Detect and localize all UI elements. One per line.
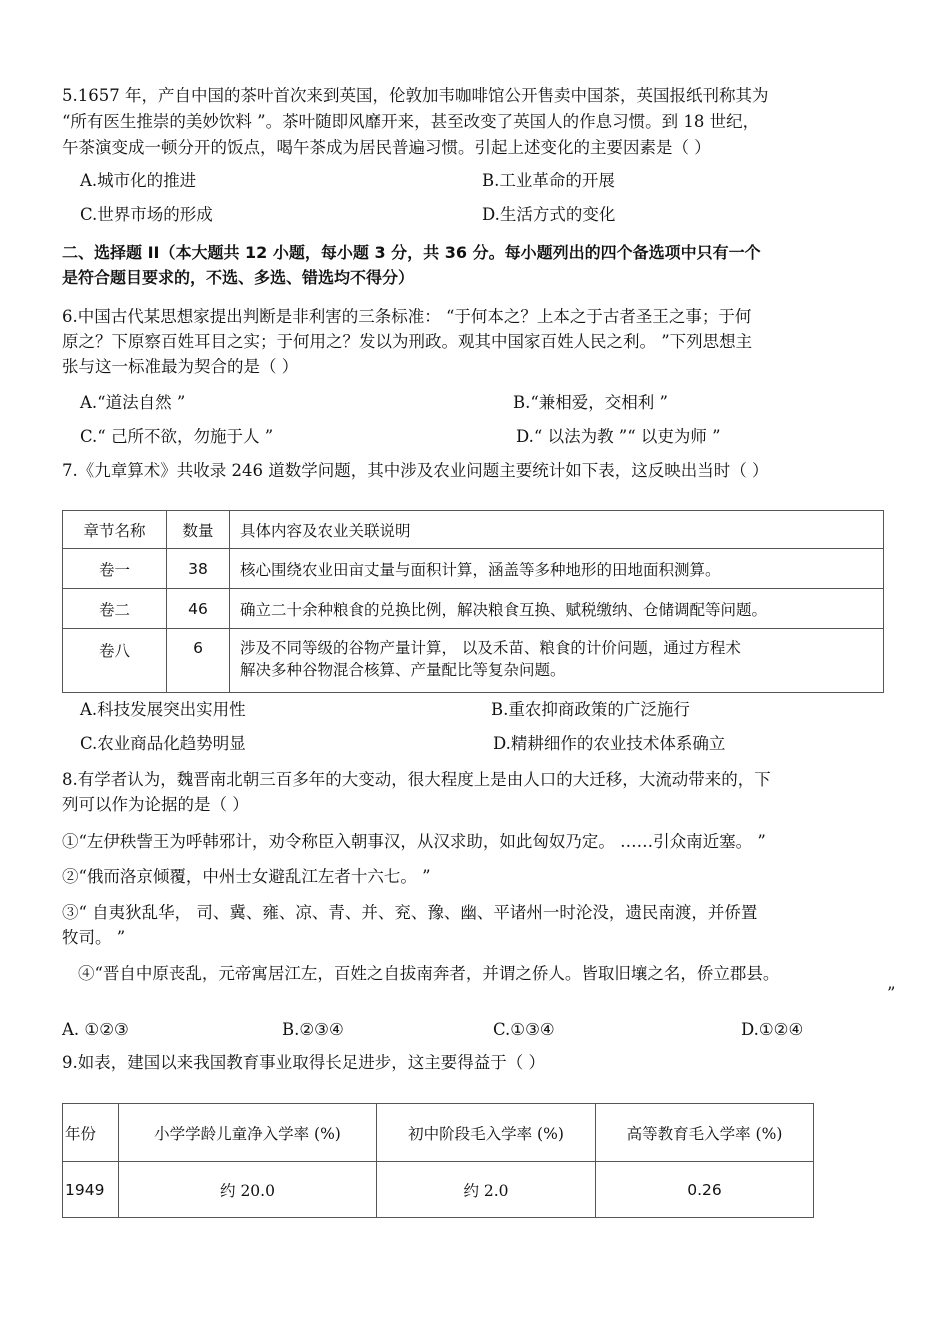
q7-option-d: D.精耕细作的农业技术体系确立 [493, 734, 726, 753]
q7-option-c: C.农业商品化趋势明显 [80, 734, 246, 753]
q5-option-b: B.工业革命的开展 [482, 171, 615, 190]
q7-row1-desc: 核心围绕农业田亩丈量与面积计算，涵盖等多种地形的田地面积测算。 [230, 549, 884, 589]
q9-row1-year: 1949 [63, 1162, 119, 1218]
q6-stem-line1: 6.中国古代某思想家提出判断是非利害的三条标准： “于何本之？上本之于古者圣王之事；于何 [62, 307, 752, 326]
q7-row3-desc-line2: 解决多种谷物混合核算、产量配比等复杂问题。 [240, 661, 566, 679]
q7-option-b: B.重农抑商政策的广泛施行 [491, 700, 690, 719]
q8-item4-line2: ” [887, 984, 896, 1003]
q6-option-a: A.“道法自然 ” [80, 393, 186, 412]
q8-item2: ②“俄而洛京倾覆，中州士女避乱江左者十六七。 ” [62, 867, 431, 886]
q7-table-header-count: 数量 [167, 511, 230, 549]
q9-table-header-primary: 小学学龄儿童净入学率 (%) [119, 1104, 377, 1162]
q6-option-b: B.“兼相爱，交相利 ” [513, 393, 668, 412]
q8-item3-line2: 牧司。 ” [62, 928, 126, 947]
q7-row1-chapter: 卷一 [63, 549, 167, 589]
q8-item1: ①“左伊秩訾王为呼韩邪计，劝令称臣入朝事汉，从汉求助，如此匈奴乃定。 ……引众南近塞。 ” [62, 832, 766, 851]
q9-table [62, 1103, 814, 1218]
q6-option-c: C.“ 己所不欲，勿施于人 ” [80, 427, 274, 446]
q8-option-b: B.②③④ [282, 1020, 344, 1039]
q8-stem-line2: 列可以作为论据的是（ ） [62, 795, 249, 814]
q8-item3-line1: ③“ 自夷狄乱华， 司、冀、雍、凉、青、并、兖、豫、幽、平诸州一时沦没，遗民南渡，并侨置 [62, 903, 758, 922]
q8-stem-line1: 8.有学者认为，魏晋南北朝三百多年的大变动，很大程度上是由人口的大迁移，大流动带来的，下 [62, 770, 771, 789]
q9-row1-junior: 约 2.0 [377, 1162, 596, 1218]
q7-row2-count: 46 [167, 589, 230, 629]
q5-option-a: A.城市化的推进 [80, 171, 197, 190]
q9-stem-line1: 9.如表，建国以来我国教育事业取得长足进步，这主要得益于（ ） [62, 1053, 545, 1072]
q7-row2-chapter: 卷二 [63, 589, 167, 629]
q7-table-header-chapter: 章节名称 [63, 511, 167, 549]
q9-table-header-higher: 高等教育毛入学率 (%) [596, 1104, 814, 1162]
q9-table-header-year: 年份 [63, 1104, 119, 1162]
q7-option-a: A.科技发展突出实用性 [80, 700, 246, 719]
q6-stem-line3: 张与这一标准最为契合的是（ ） [62, 357, 299, 376]
q7-row3-desc [230, 629, 884, 693]
q8-option-c: C.①③④ [493, 1020, 555, 1039]
q7-row3-chapter: 卷八 [63, 629, 167, 693]
q8-option-a: A. ①②③ [62, 1020, 129, 1039]
q7-row3-count: 6 [167, 629, 230, 693]
q5-stem-line3: 午茶演变成一顿分开的饭点，喝午茶成为居民普遍习惯。引起上述变化的主要因素是（ ） [62, 138, 711, 157]
section2-heading-line2: 是符合题目要求的，不选、多选、错选均不得分） [62, 268, 415, 287]
q5-stem-line1: 5.1657 年，产自中国的茶叶首次来到英国，伦敦加韦咖啡馆公开售卖中国茶，英国报纸刊称其为 [62, 86, 769, 105]
q7-row2-desc: 确立二十余种粮食的兑换比例，解决粮食互换、赋税缴纳、仓储调配等问题。 [230, 589, 884, 629]
q5-option-c: C.世界市场的形成 [80, 205, 213, 224]
q7-row1-count: 38 [167, 549, 230, 589]
section2-heading-line1: 二、选择题 II（本大题共 12 小题，每小题 3 分，共 36 分。每小题列出的四个备选项中只有一个 [62, 243, 761, 262]
q7-row3-desc-line1: 涉及不同等级的谷物产量计算， 以及禾苗、粮食的计价问题，通过方程术 [240, 639, 741, 657]
q9-row1-primary: 约 20.0 [119, 1162, 377, 1218]
q9-row1-higher: 0.26 [596, 1162, 814, 1218]
q7-table [62, 510, 884, 693]
q9-table-header-junior: 初中阶段毛入学率 (%) [377, 1104, 596, 1162]
q5-stem-line2: “所有医生推崇的美妙饮料 ”。茶叶随即风靡开来，甚至改变了英国人的作息习惯。到 18 世纪， [62, 112, 760, 131]
q6-stem-line2: 原之？下原察百姓耳目之实；于何用之？发以为刑政。观其中国家百姓人民之利。 ”下列思想主 [62, 332, 753, 351]
q6-option-d: D.“ 以法为教 ”“ 以吏为师 ” [516, 427, 721, 446]
q5-option-d: D.生活方式的变化 [482, 205, 616, 224]
q7-stem-line1: 7.《九章算术》共收录 246 道数学问题，其中涉及农业问题主要统计如下表，这反映出当时（ ） [62, 461, 769, 480]
q8-item4-line1: ④“晋自中原丧乱，元帝寓居江左，百姓之自拔南奔者，并谓之侨人。皆取旧壤之名，侨立郡县。 [78, 964, 780, 983]
q7-table-header-desc: 具体内容及农业关联说明 [230, 511, 884, 549]
q8-option-d: D.①②④ [741, 1020, 804, 1039]
